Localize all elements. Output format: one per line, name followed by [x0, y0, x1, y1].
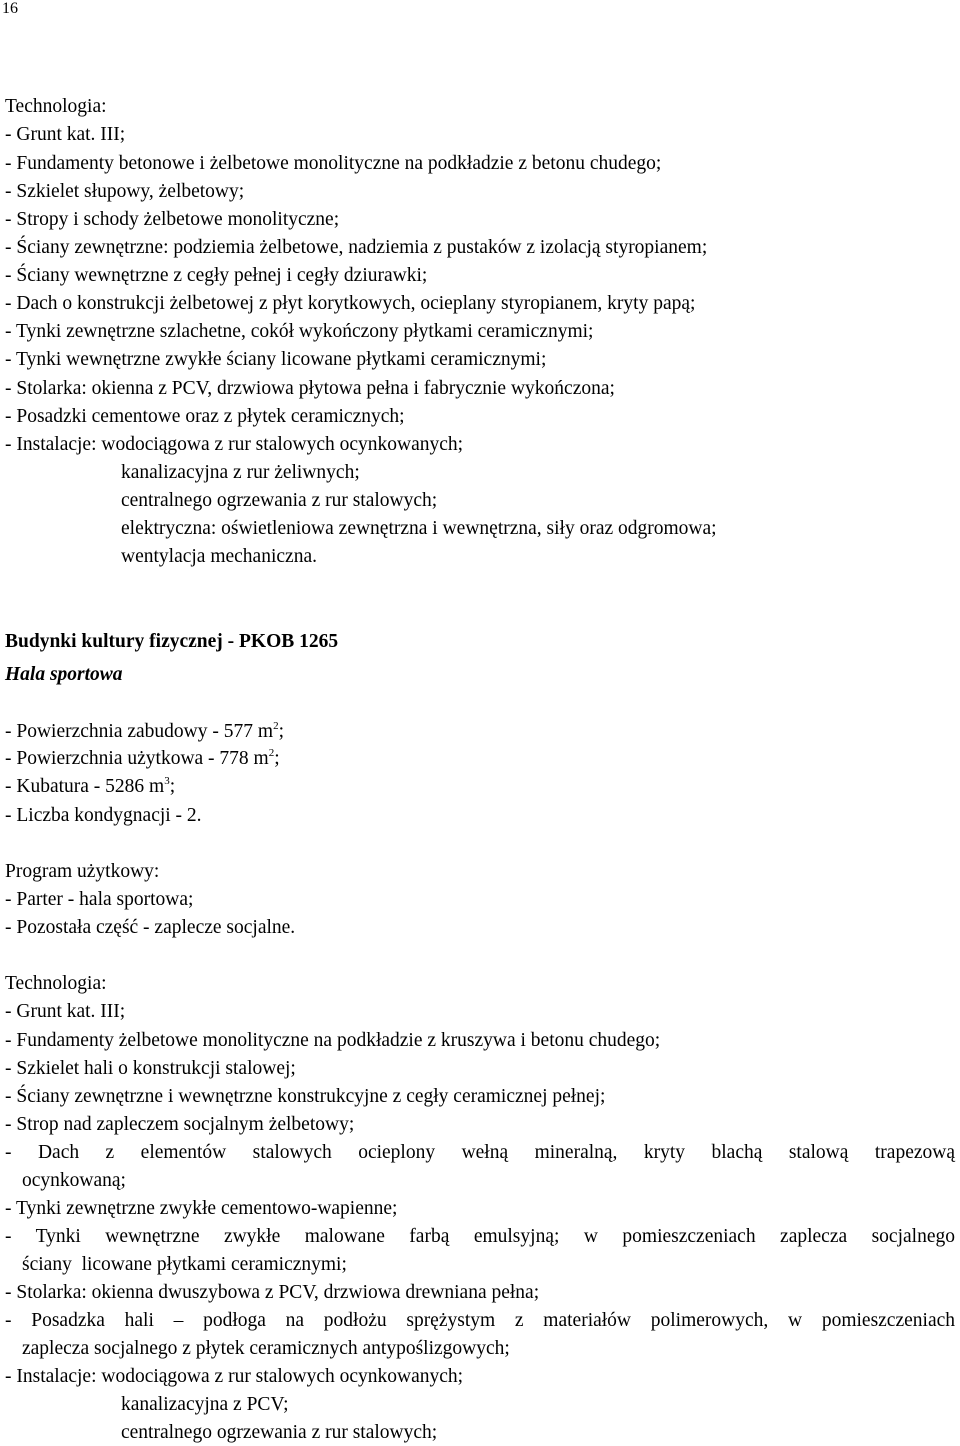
section2-dach-line2: ocynkowaną;: [22, 1170, 126, 1191]
section2-tynki-zew: - Tynki zewnętrzne zwykłe cementowo-wapienne;: [5, 1198, 398, 1219]
section2-dach-line1: - Dach z elementów stalowych ocieplony wełną mineralną, kryty blachą stalową trapezową: [5, 1142, 955, 1163]
section1-item: - Fundamenty betonowe i żelbetowe monolityczne na podkładzie z betonu chudego;: [5, 153, 662, 174]
param-zabudowa: - Powierzchnia zabudowy - 577 $m^2$;: [5, 720, 284, 742]
section2-install-sub: kanalizacyjna z PCV;: [121, 1394, 289, 1415]
section2-posadzka-line1: - Posadzka hali – podłoga na podłożu sprężystym z materiałów polimerowych, w pomieszczeniach: [5, 1310, 955, 1331]
building-subtitle: Hala sportowa: [5, 664, 123, 685]
section1-item: - Szkielet słupowy, żelbetowy;: [5, 181, 245, 202]
param-uzytkowa: - Powierzchnia użytkowa - 778 $m^2$;: [5, 747, 280, 769]
section2-item: - Fundamenty żelbetowe monolityczne na podkładzie z kruszywa i betonu chudego;: [5, 1030, 661, 1051]
section1-item: - Grunt kat. III;: [5, 124, 126, 145]
section1-install-sub: wentylacja mechaniczna.: [121, 546, 317, 567]
section1-item: - Stolarka: okienna z PCV, drzwiowa płytowa pełna i fabrycznie wykończona;: [5, 378, 615, 399]
program-heading: Program użytkowy:: [5, 861, 160, 882]
section1-item: - Stropy i schody żelbetowe monolityczne;: [5, 209, 340, 230]
section2-tynki-wew-line1: - Tynki wewnętrzne zwykłe malowane farbą emulsyjną; w pomieszczeniach zaplecza socjalnego: [5, 1226, 955, 1247]
section1-install-sub: kanalizacyjna z rur żeliwnych;: [121, 462, 360, 483]
section2-install-sub: centralnego ogrzewania z rur stalowych;: [121, 1422, 438, 1443]
section1-item: - Ściany zewnętrzne: podziemia żelbetowe, nadziemia z pustaków z izolacją styropianem;: [5, 237, 708, 258]
section2-stolarka: - Stolarka: okienna dwuszybowa z PCV, drzwiowa drewniana pełna;: [5, 1282, 540, 1303]
section2-posadzka-line2: zaplecza socjalnego z płytek ceramicznych antypoślizgowych;: [22, 1338, 510, 1359]
section1-heading: Technologia:: [5, 96, 107, 117]
section1-install-sub: centralnego ogrzewania z rur stalowych;: [121, 490, 438, 511]
section1-item: - Ściany wewnętrzne z cegły pełnej i cegły dziurawki;: [5, 265, 428, 286]
section2-item: - Grunt kat. III;: [5, 1001, 126, 1022]
section2-item: - Ściany zewnętrzne i wewnętrzne konstrukcyjne z cegły ceramicznej pełnej;: [5, 1086, 606, 1107]
program-item: - Parter - hala sportowa;: [5, 889, 194, 910]
section2-instalacje: - Instalacje: wodociągowa z rur stalowych ocynkowanych;: [5, 1366, 464, 1387]
section2-heading: Technologia:: [5, 973, 107, 994]
page-number: 16: [2, 0, 18, 17]
section2-tynki-wew-line2: ściany licowane płytkami ceramicznymi;: [22, 1254, 347, 1275]
section1-item: - Tynki wewnętrzne zwykłe ściany licowane płytkami ceramicznymi;: [5, 349, 547, 370]
section1-item: - Dach o konstrukcji żelbetowej z płyt korytkowych, ocieplany styropianem, kryty papą;: [5, 293, 696, 314]
section2-item: - Szkielet hali o konstrukcji stalowej;: [5, 1058, 296, 1079]
section1-item: - Posadzki cementowe oraz z płytek ceramicznych;: [5, 406, 405, 427]
section1-install-sub: elektryczna: oświetleniowa zewnętrzna i wewnętrzna, siły oraz odgromowa;: [121, 518, 717, 539]
param-kondygnacje: - Liczba kondygnacji - 2.: [5, 805, 202, 826]
param-kubatura: - Kubatura - 5286 $m^3$;: [5, 775, 176, 797]
section1-item: - Instalacje: wodociągowa z rur stalowych ocynkowanych;: [5, 434, 464, 455]
section2-item: - Strop nad zapleczem socjalnym żelbetowy;: [5, 1114, 355, 1135]
building-title: Budynki kultury fizycznej - PKOB 1265: [5, 631, 339, 652]
section1-item: - Tynki zewnętrzne szlachetne, cokół wykończony płytkami ceramicznymi;: [5, 321, 594, 342]
program-item: - Pozostała część - zaplecze socjalne.: [5, 917, 296, 938]
